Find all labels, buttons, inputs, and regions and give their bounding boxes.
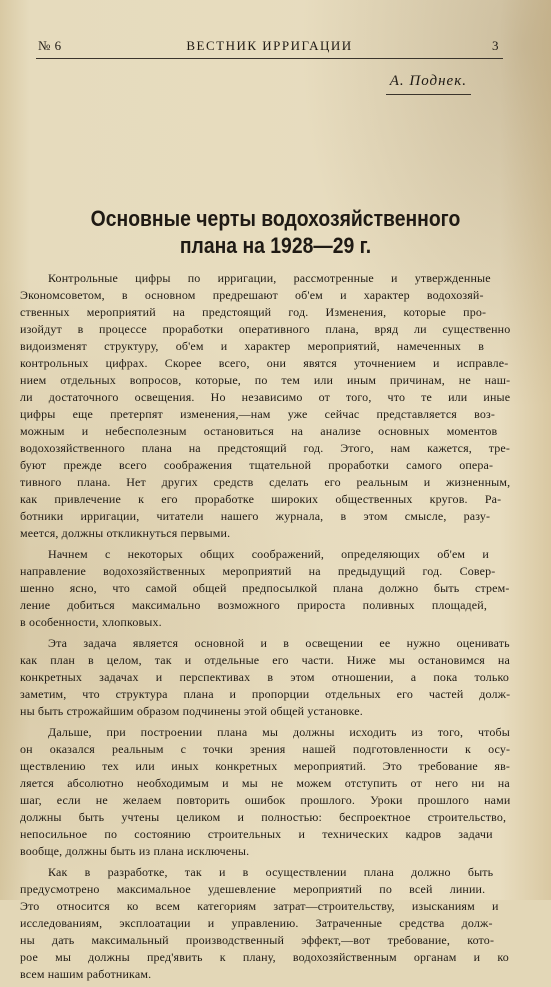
author-name: А. Поднек. [389, 73, 467, 89]
paragraph [20, 724, 510, 860]
paragraph [20, 270, 510, 542]
text-line: направление водохозяйственных мероприятий на предыдущий год. Совер- [20, 564, 496, 578]
text-line: буют прежде всего соображения тщательной проработки самого опера- [20, 458, 494, 472]
article-title-line-2: плана на 1928—29 г. [179, 233, 372, 258]
text-line: ботники ирригации, читатели нашего журнала, в этом смысле, разу- [20, 509, 491, 523]
issue-number: № 6 [38, 38, 62, 53]
text-line: ществлению тех или иных конкретных мероприятий. Это требование яв- [20, 759, 511, 773]
article-body [20, 270, 510, 987]
text-line: как план в целом, так и отдельные его части. Ниже мы остановимся на [20, 653, 510, 667]
text-line: шенно ясно, что самой общей предпосылкой плана должно быть стрем- [20, 581, 510, 595]
text-line: изойдут в процессе проработки оперативного плана, вряд ли существенно [20, 322, 511, 336]
text-line: контрольных цифрах. Скорее всего, они явятся уточнением и исправле- [20, 356, 509, 370]
text-line: непосильное по состоянию строительных и технических кадров задачи [20, 827, 493, 841]
text-line: нием отдельных вопросов, которые, по тем или иным причинам, не наш- [20, 373, 511, 387]
author-block [386, 72, 471, 95]
text-line: Это относится ко всем категориям затрат—строительству, изысканиям и [20, 899, 499, 913]
text-line: ляется абсолютно необходимым и мы не можем отступить от него ни на [20, 776, 510, 790]
text-line: всем нашим работникам. [20, 967, 152, 981]
text-line: Контрольные цифры по ирригации, рассмотренные и утвержденные [48, 271, 491, 285]
text-line: Начнем с некоторых общих соображений, определяющих об'ем и [48, 547, 489, 561]
text-line: Как в разработке, так и в осуществлении плана должно быть [48, 865, 494, 879]
text-line: меется, должны откликнуться первыми. [20, 526, 231, 540]
text-line: вообще, должны быть из плана исключены. [20, 844, 250, 858]
text-line: видоизменят структуру, об'ем и характер мероприятий, намеченных в [20, 339, 485, 353]
text-line: ственных мероприятий на предстоящий год. Изменения, которые про- [20, 305, 487, 319]
text-line: ны дать максимальный производственный эффект,—вот требование, кото- [20, 933, 495, 947]
text-line: шаг, если не желаем повторить ошибок прошлого. Уроки прошлого нами [20, 793, 511, 807]
text-line: исследованиям, эксплоатации и управлению. Затраченные средства долж- [20, 916, 493, 930]
text-line: цифры еще претерпят изменения,—нам уже сейчас представляется воз- [20, 407, 496, 421]
paragraph [20, 546, 510, 631]
journal-title: ВЕСТНИК ИРРИГАЦИИ [186, 38, 353, 53]
text-line: предусмотрено максимальное удешевление мероприятий по всей линии. [20, 882, 486, 896]
text-line: Экономсоветом, в основном предрешают об'ем и характер водохозяй- [20, 288, 484, 302]
article-title-line-1: Основные черты водохозяйственного [90, 206, 461, 231]
text-line: Эта задача является основной и в освещении ее нужно оценивать [48, 636, 510, 650]
text-line: как привлечение к его проработке широких общественных кругов. Ра- [20, 492, 502, 506]
text-line: должны быть учтены целиком и полностью: беспроектное строительство, [20, 810, 507, 824]
text-line: ли достаточного освещения. Но независимо от того, что те или иные [20, 390, 511, 404]
text-line: заметим, что структура плана и пропорции отдельных его частей долж- [20, 687, 511, 701]
text-line: Дальше, при построении плана мы должны исходить из того, чтобы [48, 725, 511, 739]
text-line: водохозяйственного плана на предстоящий год. Этого, нам кажется, тре- [20, 441, 511, 455]
paragraph [20, 635, 510, 720]
article-title [59, 205, 491, 259]
text-line: он оказался реальным с точки зрения нашей подготовленности к осу- [20, 742, 511, 756]
text-line: конкретных задачах и перспективах в этом отношении, а пока только [20, 670, 510, 684]
text-line: тивного плана. Нет других средств сделать его реальным и жизненным, [20, 475, 511, 489]
page-number: 3 [492, 38, 499, 53]
text-line: ны быть строжайшим образом подчинены этой общей установке. [20, 704, 363, 718]
text-line: в особенности, хлопковых. [20, 615, 162, 629]
text-line: рое мы должны пред'явить к плану, водохозяйственным органам и ко [20, 950, 509, 964]
running-header [36, 36, 503, 59]
paragraph [20, 864, 510, 983]
text-line: ление добиться максимально возможного прироста поливных площадей, [20, 598, 487, 612]
text-line: можным и небесполезным остановиться на анализе основных моментов [20, 424, 498, 438]
